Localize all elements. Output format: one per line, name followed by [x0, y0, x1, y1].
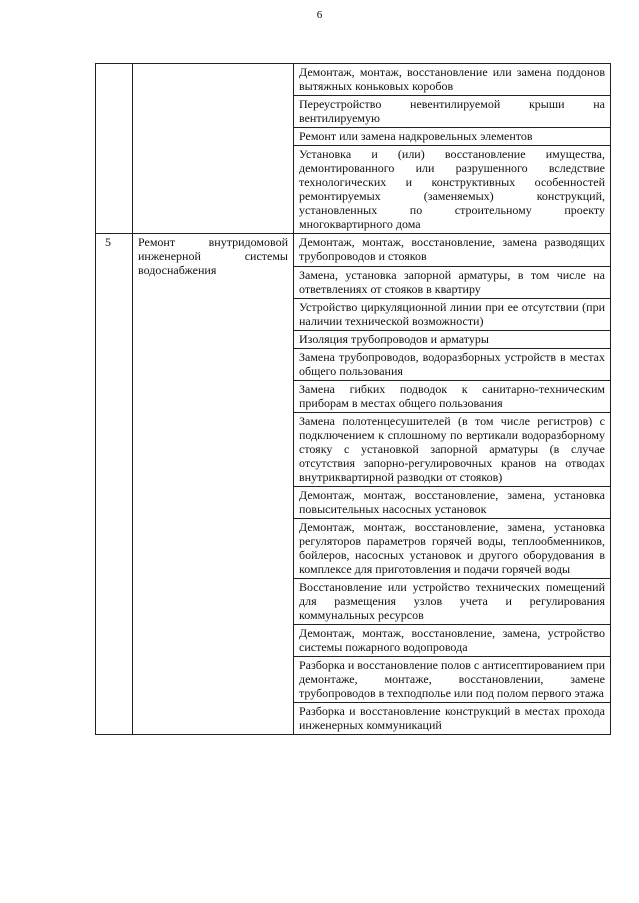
work-item: Замена, установка запорной арматуры, в том числе на ответвлениях от стояков в квартиру: [294, 267, 611, 299]
row-name-cell: [133, 64, 294, 234]
work-item: Изоляция трубопроводов и арматуры: [294, 331, 611, 349]
work-item: Демонтаж, монтаж, восстановление, замена разводящих трубопроводов и стояков: [294, 234, 611, 267]
work-item: Ремонт или замена надкровельных элементов: [294, 128, 611, 146]
row-number-cell: [96, 64, 133, 234]
work-item: Переустройство невентилируемой крыши на вентилируемую: [294, 96, 611, 128]
work-item: Демонтаж, монтаж, восстановление, замена, установка повысительных насосных установок: [294, 487, 611, 519]
work-item: Демонтаж, монтаж, восстановление или замена поддонов вытяжных коньковых коробов: [294, 64, 611, 96]
row-name-cell: Ремонт внутридомовой инженерной системы водоснабжения: [133, 234, 294, 735]
work-item: Замена гибких подводок к санитарно-техническим приборам в местах общего пользования: [294, 381, 611, 413]
work-item: Разборка и восстановление полов с антисептированием при демонтаже, монтаже, восстановлении, замене трубопроводов в техподполье или под полом первого этажа: [294, 657, 611, 703]
work-item: Разборка и восстановление конструкций в местах прохода инженерных коммуникаций: [294, 703, 611, 735]
work-item: Установка и (или) восстановление имущества, демонтированного или разрушенного вследствие технологических и конструктивных особенностей ремонтируемых (заменяемых) конструкций, установленных по строительному проекту многоквартирного дома: [294, 146, 611, 234]
work-item: Замена полотенцесушителей (в том числе регистров) с подключением к сплошному по вертикали водоразборному стояку с установкой запорной арматуры (в случае отсутствия запорно-регулировочных кранов на отводах внутриквартирной разводки от стояков): [294, 413, 611, 487]
row-number-cell: 5: [96, 234, 133, 735]
table-row: [96, 64, 611, 96]
works-table: [95, 63, 611, 735]
table-row: [96, 234, 611, 267]
work-item: Замена трубопроводов, водоразборных устройств в местах общего пользования: [294, 349, 611, 381]
work-item: Демонтаж, монтаж, восстановление, замена, установка регуляторов параметров горячей воды, теплообменников, бойлеров, насосных установок и другого оборудования в комплексе для приготовления и подачи горячей воды: [294, 519, 611, 579]
page-number: 6: [316, 9, 323, 21]
work-item: Устройство циркуляционной линии при ее отсутствии (при наличии технической возможности): [294, 299, 611, 331]
work-item: Восстановление или устройство технических помещений для размещения узлов учета и регулирования коммунальных ресурсов: [294, 579, 611, 625]
work-item: Демонтаж, монтаж, восстановление, замена, устройство системы пожарного водопровода: [294, 625, 611, 657]
